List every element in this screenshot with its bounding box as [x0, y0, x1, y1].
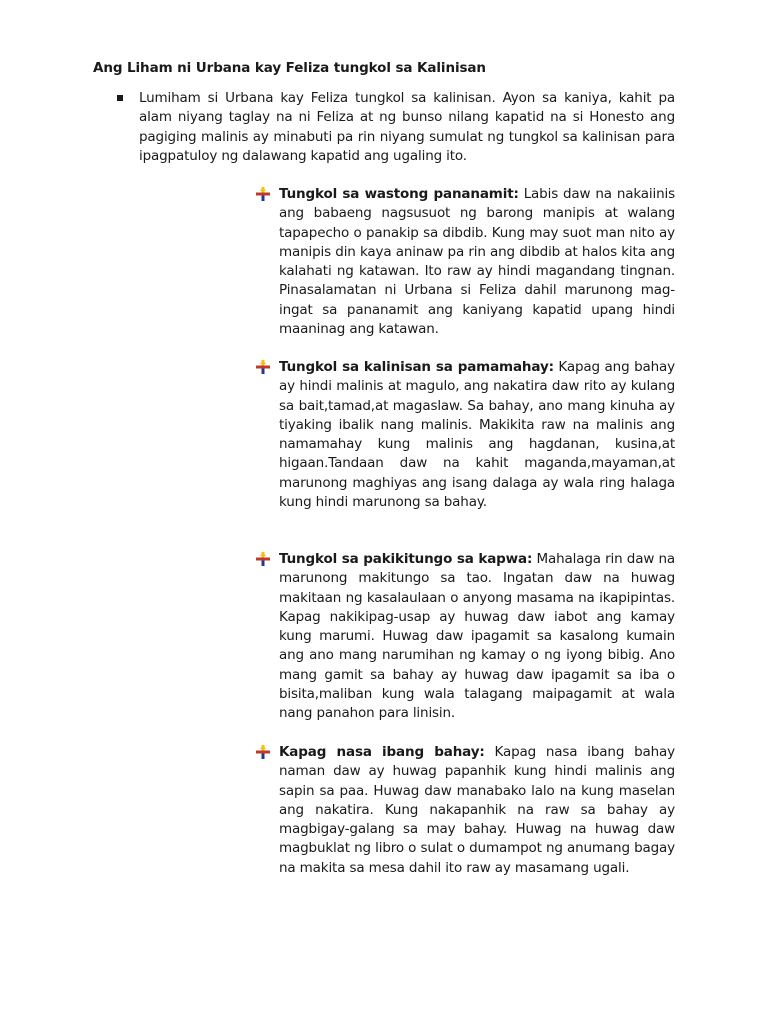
section-body: Labis daw na nakaiinis ang babaeng nagsusuot ng barong manipis at walang tapapecho o panakip sa dibdib. Kung may suot man nito ay manipis din kaya aninaw pa rin ang dibdib at halos kita ang kalahati ng katawan. Ito raw ay hindi magandang tingnan. Pinasalamatan ni Urbana si Feliza dahil marunong mag-ingat sa pananamit ang kaniyang kapatid upang hindi maaninag ang katawan.: [279, 186, 675, 338]
section-heading: Tungkol sa kalinisan sa pamamahay:: [279, 359, 554, 375]
section-body: Kapag ang bahay ay hindi malinis at magulo, ang nakatira daw rito ay kulang sa bait,tamad,at magaslaw. Sa bahay, ano mang kinuha ay tiyaking ibalik nang malinis. Makikita raw na malinis ang namamahay kung malinis ang hagdanan, kusina,at higaan.Tandaan daw na kahit maganda,mayaman,at marunong maghiyas ang isang dalaga ay wala ring halaga kung hindi marunong sa bahay.: [279, 359, 675, 511]
section-heading: Tungkol sa wastong pananamit:: [279, 186, 519, 202]
arrow-cross-bullet-icon: [256, 360, 270, 374]
intro-paragraph: [117, 89, 677, 166]
section-pamamahay: [256, 358, 676, 512]
intro-text: Lumiham si Urbana kay Feliza tungkol sa kalinisan. Ayon sa kaniya, kahit pa alam niyang taglay na ni Feliza at ng bunso nilang kapatid na si Honesto ang pagiging malinis ay minabuti pa rin niyang sumulat ng tungkol sa kalinisan para ipagpatuloy ng dalawang kapatid ang ugaling ito.: [139, 90, 675, 164]
section-text: [279, 550, 675, 724]
section-pakikitungo: [256, 550, 676, 724]
section-pananamit: [256, 185, 676, 339]
arrow-cross-bullet-icon: [256, 187, 270, 201]
section-text: [279, 358, 675, 512]
section-text: [279, 743, 675, 878]
section-heading: Kapag nasa ibang bahay:: [279, 744, 485, 760]
arrow-cross-bullet-icon: [256, 552, 270, 566]
section-body: Kapag nasa ibang bahay naman daw ay huwag papanhik kung hindi malinis ang sapin sa paa. Huwag daw manabako lalo na kung maselan ang nakatira. Kung nakapanhik na raw sa bahay ay magbigay-galang sa may bahay. Huwag na huwag daw magbuklat ng libro o sulat o dumampot ng anumang bagay na makita sa mesa dahil ito raw ay masamang ugali.: [279, 744, 676, 876]
section-body: Mahalaga rin daw na marunong makitungo sa tao. Ingatan daw na huwag makitaan ng kasalaulaan o anyong masama na ikapipintas. Kapag nakikipag-usap ay huwag daw iabot ang kamay kung marumi. Huwag daw ipagamit sa kasalong kumain ang ano mang narumihan ng kamay o ng iyong bibig. Ano mang gamit sa bahay ay huwag daw ipagamit sa iba o bisita,maliban kung wala talagang maipagamit at wala nang panahon para linisin.: [279, 551, 675, 722]
document-title: Ang Liham ni Urbana kay Feliza tungkol sa Kalinisan: [93, 60, 486, 76]
section-heading: Tungkol sa pakikitungo sa kapwa:: [279, 551, 533, 567]
arrow-cross-bullet-icon: [256, 745, 270, 759]
section-ibang-bahay: [256, 743, 676, 878]
section-text: [279, 185, 675, 339]
square-bullet-icon: [117, 95, 123, 101]
